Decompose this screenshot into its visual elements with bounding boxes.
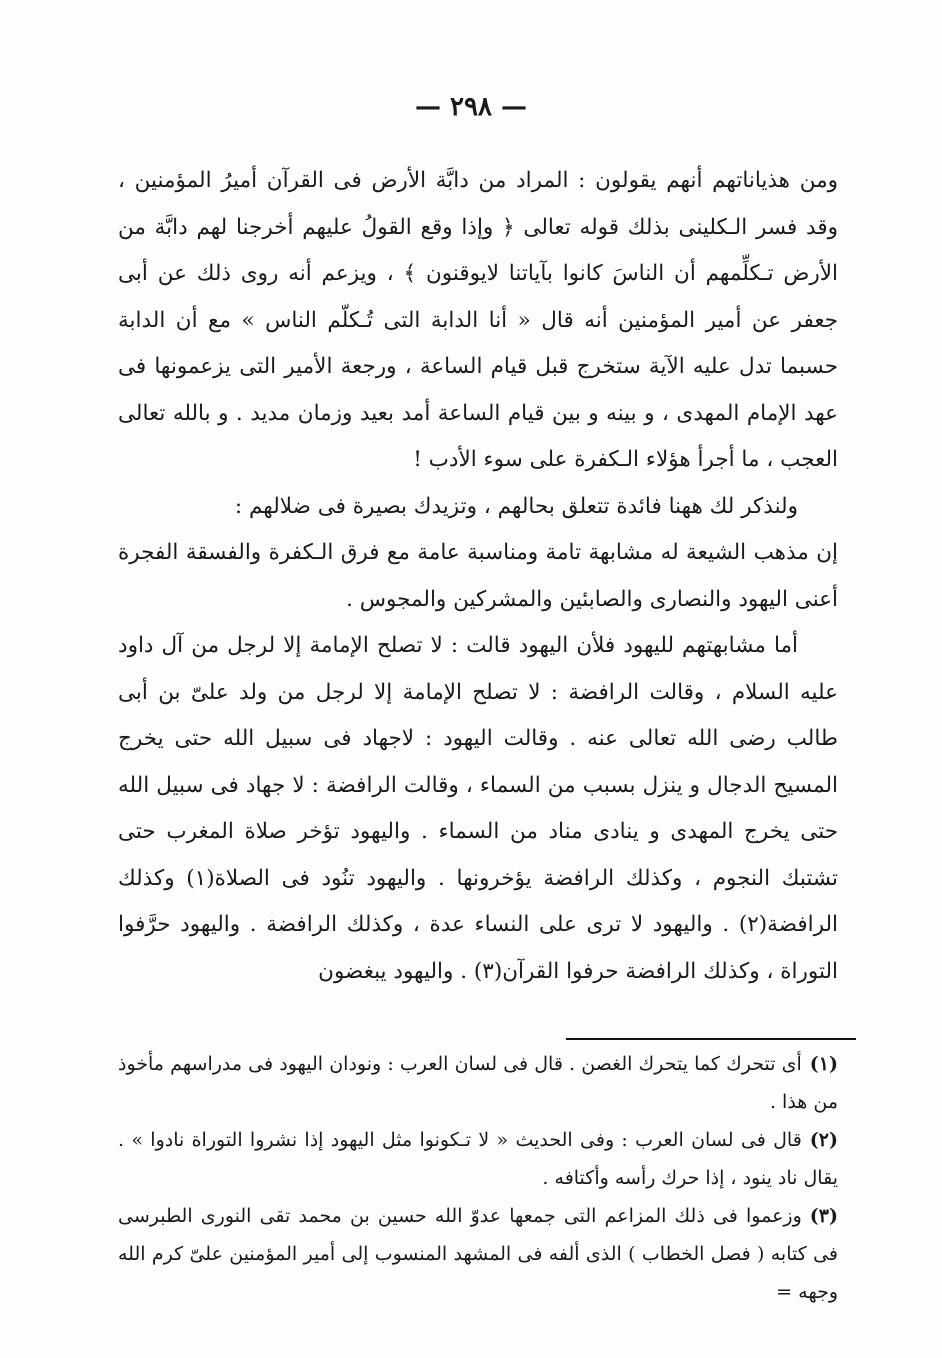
footnote-divider — [566, 1038, 856, 1040]
paragraph-3: إن مذهب الشيعة له مشابهة تامة ومناسبة عامة مع فرق الـكفرة والفسقة الفجرة أعنى اليهود والنصارى والصابئين والمشركين والمجوس . — [118, 540, 838, 612]
main-text — [118, 158, 838, 995]
footnote-text: أى تتحرك كما يتحرك الغصن . قال فى لسان العرب : ونودان اليهود فى مدراسهم مأخوذ من هذا . — [118, 1053, 838, 1113]
footnote-3 — [118, 1197, 838, 1311]
footnote-number: (١) — [809, 1053, 838, 1075]
page-number: — ٢٩٨ — — [414, 92, 528, 122]
footnote-1 — [118, 1045, 838, 1121]
footnote-2 — [118, 1121, 838, 1197]
footnote-number: (٣) — [809, 1205, 838, 1227]
footnote-number: (٢) — [809, 1129, 838, 1151]
footnote-text: قال فى لسان العرب : وفى الحديث « لا تـكونوا مثل اليهود إذا نشروا التوراة نادوا » . يقال ناد ينود ، إذا حرك رأسه وأكتافه . — [118, 1129, 838, 1189]
paragraph-4: أما مشابهتهم لليهود فلأن اليهود قالت : لا تصلح الإمامة إلا لرجل من آل داود عليه السلام ، وقالت الرافضة : لا تصلح الإمامة إلا لرجل من ولد علىّ بن أبى طالب رضى الله تعالى عنه . وقالت اليهود : لاجهاد فى سبيل الله حتى يخرج المسيح الدجال و ينزل بسبب من السماء ، وقالت الرافضة : لا جهاد فى سبيل الله حتى يخرج المهدى و ينادى مناد من السماء . واليهود تؤخر صلاة المغرب حتى تشتبك النجوم ، وكذلك الرافضة يؤخرونها . واليهود تنُود فى الصلاة(١) وكذلك الرافضة(٢) . واليهود لا ترى على النساء عدة ، وكذلك الرافضة . واليهود حرَّفوا التوراة ، وكذلك الرافضة حرفوا القرآن(٣) . واليهود يبغضون — [118, 633, 839, 984]
footnote-text: وزعموا فى ذلك المزاعم التى جمعها عدوّ الله حسين بن محمد تقى النورى الطبرسى فى كتابه ( فصل الخطاب ) الذى ألفه فى المشهد المنسوب إلى أمير المؤمنين علىّ كرم الله وجهه = — [118, 1205, 838, 1303]
footnotes — [118, 1045, 838, 1311]
paragraph-2: ولنذكر لك ههنا فائدة تتعلق بحالهم ، وتزيدك بصيرة فى ضلالهم : — [234, 493, 798, 519]
paragraph-1: ومن هذياناتهم أنهم يقولون : المراد من دابَّة الأرض فى القرآن أميرُ المؤمنين ، وقد فسر الـكلينى بذلك قوله تعالى ﴿ وإذا وقع القولُ عليهم أخرجنا لهم دابَّة من الأرض تـكلِّمهم أن الناسَ كانوا بآياتنا لايوقنون ﴾ ، ويزعم أنه روى ذلك عن أبى جعفر عن أمير المؤمنين أنه قال « أنا الدابة التى تُـكلّم الناس » مع أن الدابة حسبما تدل عليه الآية ستخرج قبل قيام الساعة ، ورجعة الأمير التى يزعمونها فى عهد الإمام المهدى ، و بينه و بين قيام الساعة أمد بعيد وزمان مديد . و بالله تعالى العجب ، ما أجرأ هؤلاء الـكفرة على سوء الأدب ! — [118, 168, 838, 472]
